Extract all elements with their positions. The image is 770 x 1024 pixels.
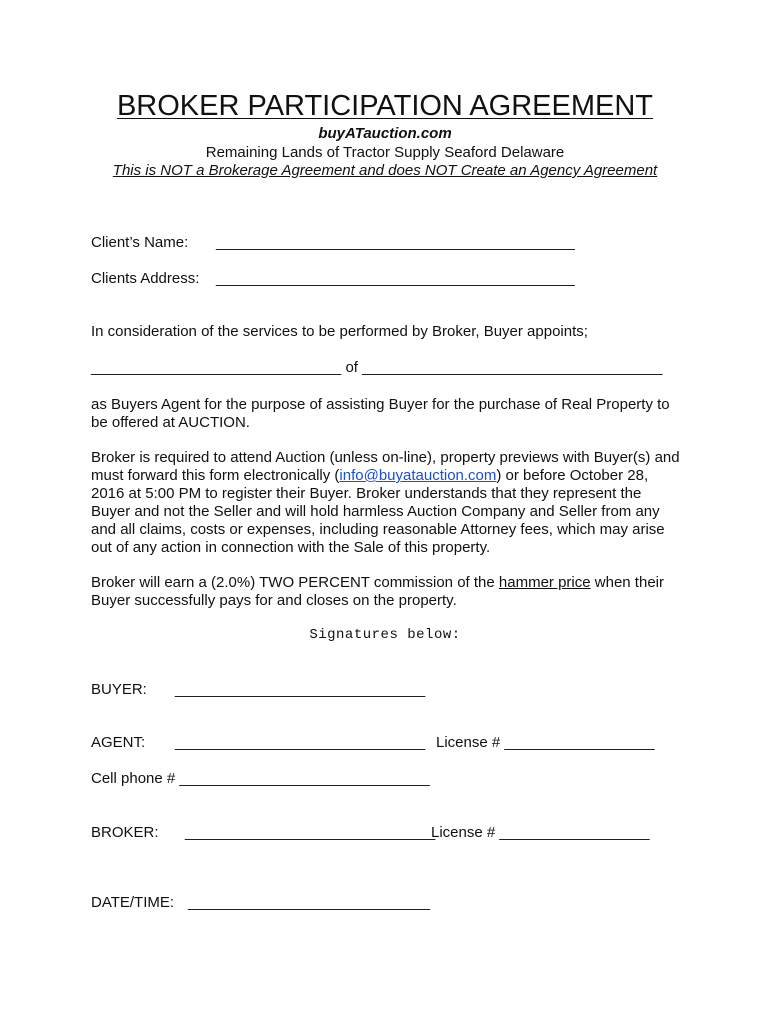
property-subtitle: Remaining Lands of Tractor Supply Seaford Delaware bbox=[205, 144, 565, 161]
agent-signature-line: ______________________________ bbox=[175, 734, 426, 751]
commission-text-1: Broker will earn a (2.0%) TWO PERCENT commission of the bbox=[91, 574, 499, 591]
appointee-line bbox=[91, 359, 662, 376]
agent-purpose-paragraph: as Buyers Agent for the purpose of assisting Buyer for the purchase of Real Property to be offered at AUCTION. bbox=[91, 396, 670, 431]
buyer-signature-line: ______________________________ bbox=[175, 681, 426, 698]
email-link[interactable]: info@buyatauction.com bbox=[339, 467, 497, 484]
requirements-paragraph bbox=[91, 449, 681, 557]
requirements-text-1: Broker is required to attend Auction (unless on-line), property previews with Buyer(s) and must forward this form electronically ( bbox=[91, 449, 680, 484]
agent-label: AGENT: bbox=[91, 734, 146, 751]
consideration-text: In consideration of the services to be performed by Broker, Buyer appoints; bbox=[91, 323, 588, 340]
buyer-label: BUYER: bbox=[91, 681, 147, 698]
document-title: BROKER PARTICIPATION AGREEMENT bbox=[116, 90, 654, 122]
cell-phone-line: ______________________________ bbox=[179, 770, 430, 787]
agent-license-field: License # __________________ bbox=[436, 734, 655, 751]
client-address-line: ___________________________________________ bbox=[216, 270, 575, 287]
commission-paragraph bbox=[91, 574, 681, 610]
broker-signature-line: ______________________________ bbox=[185, 824, 436, 841]
date-time-label: DATE/TIME: bbox=[91, 894, 175, 911]
cell-phone-row bbox=[91, 770, 430, 787]
client-name-line: ___________________________________________ bbox=[216, 234, 575, 251]
hammer-price-term: hammer price bbox=[498, 574, 591, 591]
brokerage-name-line: ____________________________________ bbox=[362, 359, 663, 376]
requirements-text-2: ) or before October 28, 2016 at 5:00 PM to register their Buyer. Broker understands that they represent the Buyer and not the Seller and will hold harmless Auction Company and Seller from any and all claims, costs or expenses, including reasonable Attorney fees, which may arise out of any action in connection with the Sale of this property. bbox=[91, 467, 665, 556]
of-word: of bbox=[345, 359, 358, 376]
signatures-heading: Signatures below: bbox=[309, 627, 461, 643]
commission-text-2: when their Buyer successfully pays for and closes on the property. bbox=[91, 574, 664, 609]
client-address-label: Clients Address: bbox=[91, 270, 200, 287]
agency-disclaimer: This is NOT a Brokerage Agreement and does NOT Create an Agency Agreement bbox=[112, 162, 658, 179]
broker-license-field: License # __________________ bbox=[431, 824, 650, 841]
broker-label: BROKER: bbox=[91, 824, 159, 841]
date-time-line: _____________________________ bbox=[188, 894, 430, 911]
company-name: buyATauction.com bbox=[318, 125, 452, 142]
client-name-label: Client’s Name: bbox=[91, 234, 189, 251]
broker-name-line: ______________________________ bbox=[91, 359, 342, 376]
cell-phone-label: Cell phone # bbox=[91, 770, 176, 787]
